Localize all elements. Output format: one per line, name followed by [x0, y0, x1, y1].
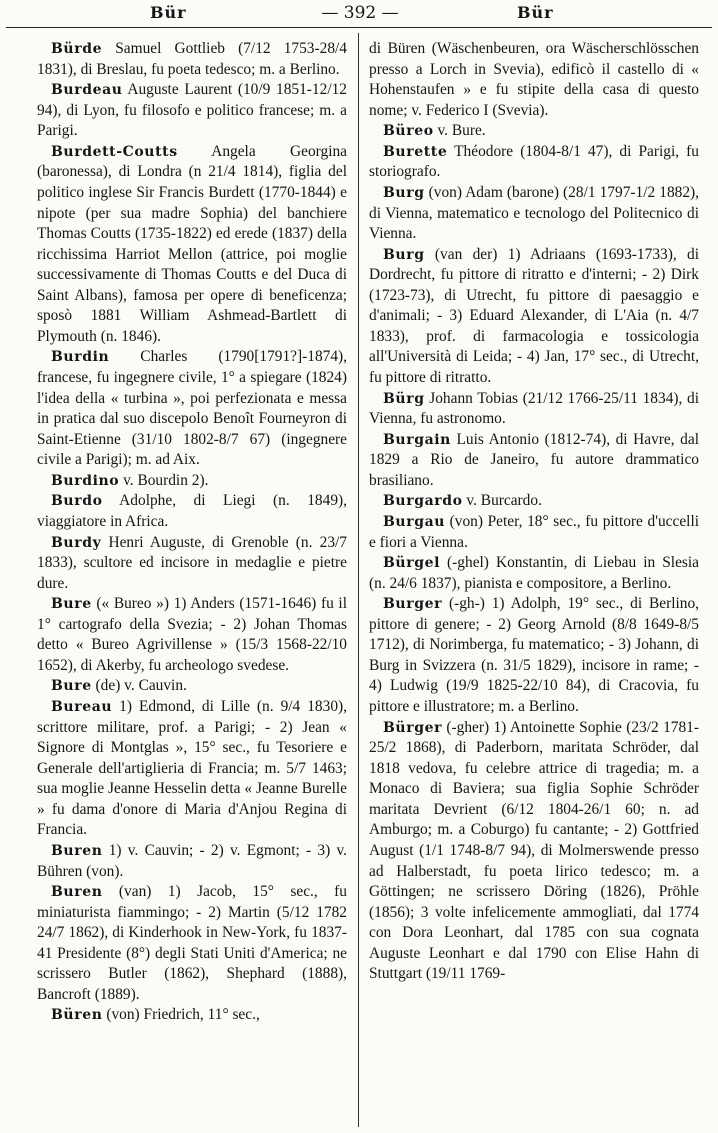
page-header	[0, 0, 718, 26]
page-number: — 392 —	[321, 3, 399, 23]
entry: Bürger (-gher) 1) Antoinette Sophie (23/2 1781-25/2 1868), di Paderborn, maritata Schröder, dal 1818 vedova, fu celebre attrice di tragedia; m. a Monaco di Baviera; sua figlia Sophie Schröder maritata Devrient (6/12 1804-26/1 60; n. ad Amburgo; m. a Coburgo) fu cantante; - 2) Gottfried August (1/1 1748-8/7 94), di Molmerswende presso ad Halberstadt, fu poeta lirico tedesco; m. a Göttingen; ne scrissero Döring (1826), Pröhle (1856); 3 volte infelicemente ammogliati, dal 1774 con Dora Leonhart, dal 1785 con sua cognata Auguste Leonhart e dal 1790 con Elise Hahn di Stuttgart (19/11 1769-	[369, 718, 699, 983]
entry: Burger (-gh-) 1) Adolph, 19° sec., di Berlino, pittore di genere; - 2) Georg Arnold (8/8 1649-8/5 1712), di Norimberga, fu matematico; - 3) Johann, di Burg in Svizzera (n. 31/5 1829), incisore in rame; - 4) Ludwig (19/9 1825-22/10 84), di Cracovia, fu pittore e illustratore; m. a Berlino.	[369, 595, 699, 715]
header-rule	[6, 27, 712, 28]
entry: Bure (de) v. Cauvin.	[51, 677, 187, 695]
entry: Bürde Samuel Gottlieb (7/12 1753-28/4 1831), di Breslau, fu poeta tedesco; m. a Berlino.	[37, 40, 347, 78]
entry: Bürg Johann Tobias (21/12 1766-25/11 1834), di Vienna, fu astronomo.	[369, 389, 699, 428]
entry: Bürgel (-ghel) Konstantin, di Liebau in Slesia (n. 24/6 1837), pianista e compositore, a Berlino.	[369, 554, 699, 592]
entry: Burdo Adolphe, di Liegi (n. 1849), viaggiatore in Africa.	[37, 492, 347, 530]
header-right-word: Bür	[517, 3, 554, 22]
entry: Burdino v. Bourdin 2).	[51, 471, 209, 489]
entry: Burgain Luis Antonio (1812-74), di Havre, dal 1829 a Rio de Janeiro, fu autore drammatico brasiliano.	[369, 430, 699, 489]
entry: Burg (von) Adam (barone) (28/1 1797-1/2 1882), di Vienna, matematico e tecnologo del Politecnico di Vienna.	[369, 183, 699, 243]
entry: Buren (van) 1) Jacob, 15° sec., fu miniaturista fiammingo; - 2) Martin (5/12 1782 24/7 1862), di Kinderhook in New-York, fu 1837-41 Presidente (8°) degli Stati Uniti d'America; ne scrissero Butler (1862), Shephard (1888), Bancroft (1889).	[37, 883, 347, 1003]
entry: Burdin Charles (1790[1791?]-1874), francese, fu ingegnere civile, 1° a spiegare (1824) l'idea della « turbina », poi perfezionata e messa in pratica dal suo discepolo Benoît Fourneyron di Saint-Etienne (31/10 1802-8/7 67) (ingegnere civile a Parigi); m. ad Aix.	[37, 348, 347, 469]
entry: Burgardo v. Burcardo.	[383, 492, 542, 510]
entry: Burdy Henri Auguste, di Grenoble (n. 23/7 1833), scultore ed incisore in medaglie e pietre dure.	[37, 533, 347, 592]
entry: Burg (van der) 1) Adriaans (1693-1733), di Dordrecht, fu pittore di ritratto e d'interni; - 2) Dirk (1723-73), di Utrecht, fu pittore di paesaggio e d'animali; - 3) Eduard Alexander, di L'Aia (n. 4/7 1833), prof. di farmacologia e tossicologia all'Università di Leida; - 4) Jan, 17° sec., di Utrecht, fu pittore di ritratto.	[369, 245, 699, 386]
entry: Bure (« Bureo ») 1) Anders (1571-1646) fu il 1° cartografo della Svezia; - 2) Johan Thomas detto « Bureo Agrivillense » (15/3 1568-22/10 1652), di Akerby, fu archeologo svedese.	[37, 595, 347, 674]
entry: Burdeau Auguste Laurent (10/9 1851-12/12 94), di Lyon, fu filosofo e politico francese; m. a Parigi.	[37, 81, 347, 140]
entry-continuation: di Büren (Wäschenbeuren, ora Wäscherschlösschen presso a Lorch in Svevia), edificò il castello di « Hohenstaufen » e fu stipite della casa di questo nome; v. Federico I (Svevia).	[369, 40, 699, 119]
column-divider	[358, 33, 359, 1127]
entry: Büreo v. Bure.	[383, 122, 486, 140]
entry: Buren 1) v. Cauvin; - 2) v. Egmont; - 3) v. Bühren (von).	[37, 841, 347, 880]
entry: Bureau 1) Edmond, di Lille (n. 9/4 1830), scrittore militare, prof. a Parigi; - 2) Jean « Signore di Montglas », 15° sec., fu Tesoriere e Generale dell'artiglieria di Francia; m. 5/7 1463; sua moglie Jeanne Hesselin detta « Jeanne Burelle » fu dama d'onore di Maria d'Anjou Regina di Francia.	[37, 698, 347, 839]
left-column	[37, 39, 347, 1026]
entry: Büren (von) Friedrich, 11° sec.,	[51, 1006, 260, 1024]
entry: Burdett-Coutts Angela Georgina (baronessa), di Londra (n 21/4 1814), figlia del politico inglese Sir Francis Burdett (1770-1844) e nipote (per sua madre Sophia) del banchiere Thomas Coutts (1735-1822) ed erede (1837) della ricchissima Harriot Mellon (attrice, poi moglie successivamente di Thomas Coutts e del Duca di Saint Albans), famosa per opere di beneficenza; sposò 1881 William Ashmead-Bartlett di Plymouth (n. 1846).	[37, 142, 347, 345]
right-column	[369, 39, 699, 985]
header-left-word: Bür	[150, 3, 187, 22]
entry: Burgau (von) Peter, 18° sec., fu pittore d'uccelli e fiori a Vienna.	[369, 512, 699, 551]
entry: Burette Théodore (1804-8/1 47), di Parigi, fu storiografo.	[369, 142, 699, 181]
